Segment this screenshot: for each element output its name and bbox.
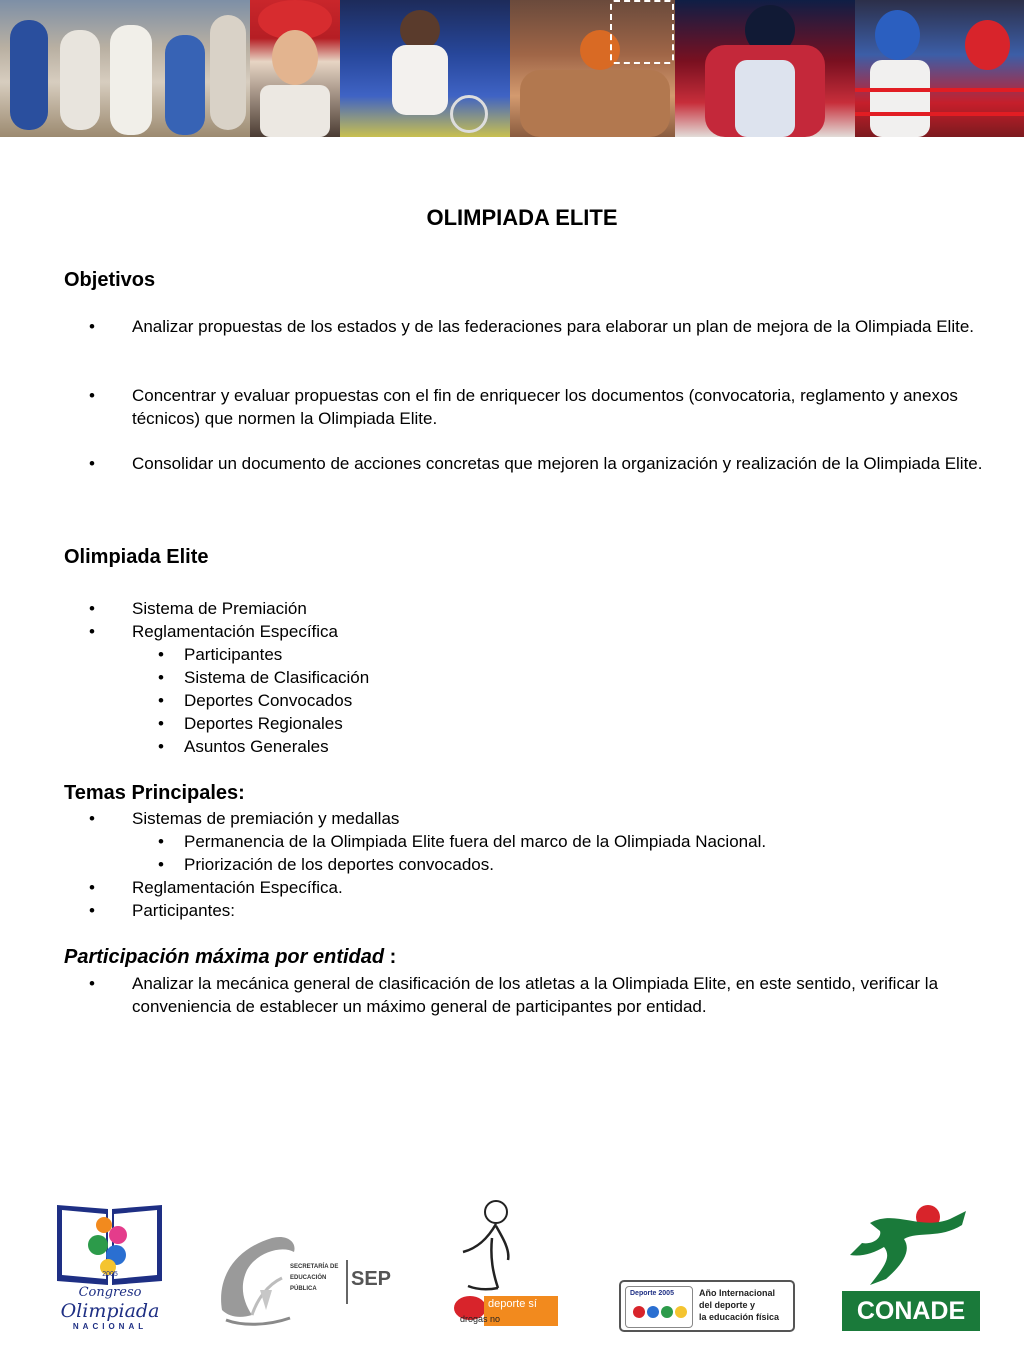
section-heading-olimpiada-elite: Olimpiada Elite bbox=[64, 546, 209, 568]
ano-badge-text: Deporte 2005 bbox=[630, 1290, 674, 1297]
bullet: • bbox=[89, 622, 95, 641]
eagle-emblem-icon bbox=[212, 1230, 302, 1328]
sub-bullet: • bbox=[158, 737, 164, 756]
participacion-heading-text: Participación máxima por entidad bbox=[64, 946, 385, 968]
participacion-colon: : bbox=[384, 946, 397, 968]
sub-list-item: Asuntos Generales bbox=[184, 737, 329, 756]
photo-chess bbox=[250, 0, 340, 137]
sep-logo bbox=[212, 1230, 392, 1328]
deporte-line2: drogas no bbox=[460, 1314, 501, 1324]
bullet: • bbox=[89, 454, 95, 473]
bullet: • bbox=[89, 878, 95, 897]
sub-bullet: • bbox=[158, 691, 164, 710]
bullet: • bbox=[89, 386, 95, 405]
section-heading-objetivos: Objetivos bbox=[64, 269, 156, 291]
section-heading-participacion bbox=[64, 945, 396, 969]
list-item: Reglamentación Específica. bbox=[132, 878, 343, 897]
congreso-line1: Congreso bbox=[78, 1285, 142, 1300]
photo-runners bbox=[0, 0, 250, 137]
ano-line1: Año Internacional bbox=[699, 1288, 776, 1298]
deporte-line1: deporte sí bbox=[488, 1298, 537, 1310]
objetivo-item-1: Analizar propuestas de los estados y de las federaciones para elaborar un plan de mejora de la Olimpiada Elite. bbox=[132, 317, 974, 336]
conade-name: CONADE bbox=[842, 1291, 980, 1331]
ano-badge bbox=[625, 1286, 693, 1328]
bullet: • bbox=[89, 317, 95, 336]
objetivo-item-2: Concentrar y evaluar propuestas con el fin de enriquecer los documentos (convocatoria, reglamento y anexos técnicos) que normen la Olimpiada Elite. bbox=[132, 386, 958, 428]
sub-bullet: • bbox=[158, 645, 164, 664]
photo-basketball bbox=[510, 0, 675, 137]
sub-list-item: Permanencia de la Olimpiada Elite fuera del marco de la Olimpiada Nacional. bbox=[184, 832, 767, 851]
ano-line3: la educación física bbox=[699, 1312, 780, 1322]
ano-internacional-logo bbox=[619, 1280, 795, 1332]
objetivo-item-3: Consolidar un documento de acciones concretas que mejoren la organización y realización de la Olimpiada Elite. bbox=[132, 454, 983, 473]
header-photo-banner bbox=[0, 0, 1024, 137]
sep-line3: PÚBLICA bbox=[290, 1286, 317, 1292]
sub-list-item: Participantes bbox=[184, 645, 283, 664]
sep-divider bbox=[346, 1260, 348, 1304]
photo-boxing bbox=[855, 0, 1024, 137]
ano-line2: del deporte y bbox=[699, 1300, 756, 1310]
athletes-icon bbox=[629, 1302, 689, 1322]
congreso-olimpiada-logo bbox=[54, 1201, 166, 1333]
sep-line2: EDUCACIÓN bbox=[290, 1275, 327, 1281]
bullet: • bbox=[89, 599, 95, 618]
bullet: • bbox=[89, 901, 95, 920]
list-item: Participantes: bbox=[132, 901, 235, 920]
section-heading-temas: Temas Principales: bbox=[64, 782, 245, 804]
sub-list-item: Priorización de los deportes convocados. bbox=[184, 855, 494, 874]
congreso-year: 2005 bbox=[102, 1271, 118, 1278]
sub-bullet: • bbox=[158, 855, 164, 874]
congreso-line3: NACIONAL bbox=[72, 1322, 148, 1331]
sep-line1: SECRETARÍA DE bbox=[290, 1264, 339, 1270]
sep-name bbox=[290, 1262, 338, 1295]
sub-bullet: • bbox=[158, 714, 164, 733]
sub-bullet: • bbox=[158, 832, 164, 851]
list-item: Reglamentación Específica bbox=[132, 622, 339, 641]
sep-abbr: SEP bbox=[351, 1268, 392, 1290]
congreso-line2: Olimpiada bbox=[60, 1300, 160, 1322]
bullet: • bbox=[89, 974, 95, 993]
sub-list-item: Deportes Regionales bbox=[184, 714, 343, 733]
participacion-item: Analizar la mecánica general de clasificación de los atletas a la Olimpiada Elite, en este sentido, verificar la conveniencia de establecer un máximo general de participantes por entidad. bbox=[132, 974, 939, 1016]
photo-badminton bbox=[340, 0, 510, 137]
deporte-si-logo bbox=[448, 1198, 560, 1328]
ano-text bbox=[699, 1287, 779, 1323]
conade-runner-icon bbox=[840, 1201, 982, 1291]
sub-list-item: Sistema de Clasificación bbox=[184, 668, 370, 687]
sub-bullet: • bbox=[158, 668, 164, 687]
page-title: OLIMPIADA ELITE bbox=[426, 205, 618, 230]
list-item: Sistema de Premiación bbox=[132, 599, 307, 618]
list-item: Sistemas de premiación y medallas bbox=[132, 809, 400, 828]
conade-logo bbox=[840, 1201, 982, 1333]
bullet: • bbox=[89, 809, 95, 828]
sub-list-item: Deportes Convocados bbox=[184, 691, 353, 710]
photo-baseball bbox=[675, 0, 855, 137]
